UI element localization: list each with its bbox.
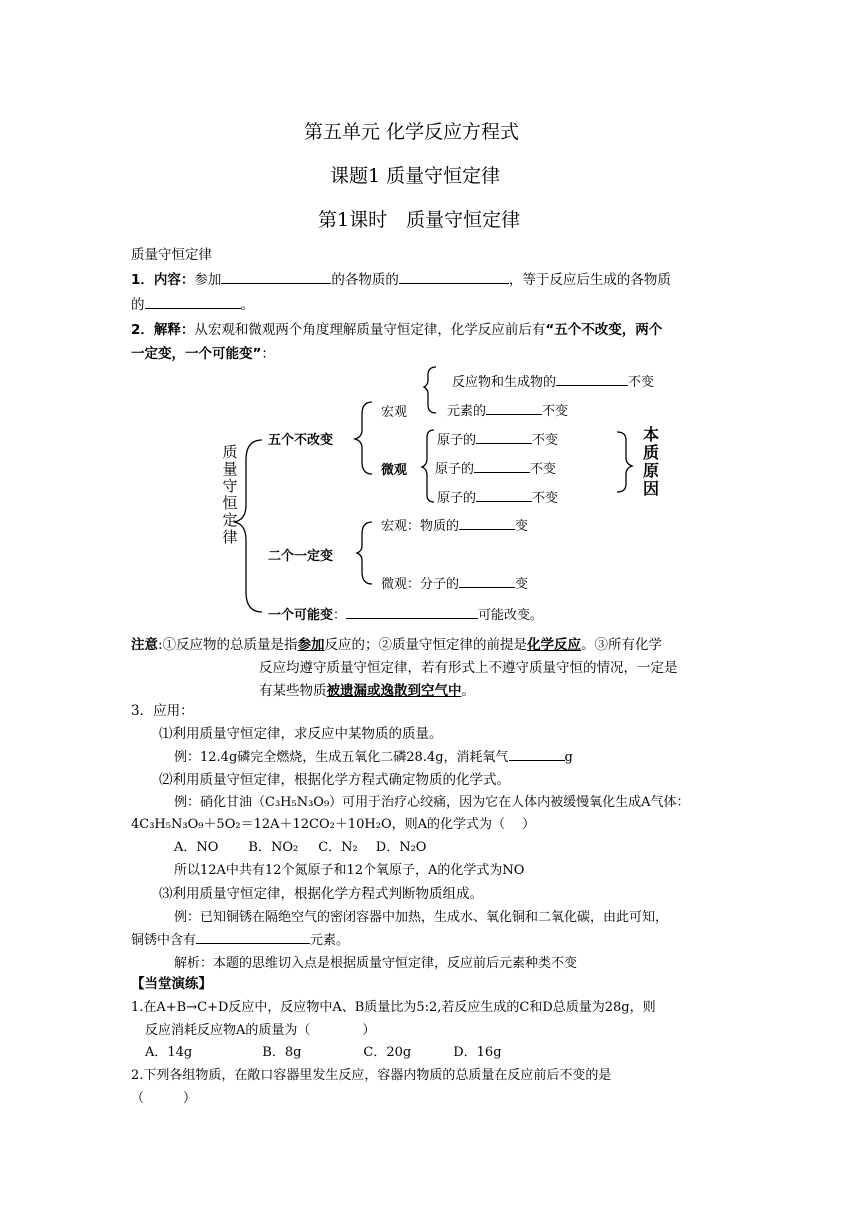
two-micro-text: 微观：分子的: [381, 577, 460, 592]
question-2: 2.下列各组物质，在敞口容器里发生反应，容器内物质的总质量在反应前后不变的是: [131, 1068, 612, 1083]
app-item-3: ⑶利用质量守恒定律，根据化学方程式判断物质组成。: [159, 886, 483, 902]
blank: [474, 458, 530, 473]
example-unit: g: [564, 750, 573, 765]
question-1: 1.在A+B→C+D反应中，反应物中A、B质量比为5:2,若反应生成的C和D总质量为28g，则: [131, 1000, 656, 1015]
content-p4: 的: [131, 297, 145, 313]
micro-item-text: 原子的: [437, 491, 477, 506]
option-d: D．N₂O: [375, 840, 427, 855]
one-possible: [268, 604, 543, 623]
option-d: D．16g: [453, 1045, 502, 1060]
content-p3: ，等于反应后生成的各物质: [508, 272, 671, 288]
changed-text: 变: [515, 577, 529, 592]
micro-item: [437, 429, 558, 448]
note-text: 有某些物质: [259, 683, 327, 699]
question-2b: （ ）: [131, 1091, 197, 1106]
note-line-3: [259, 679, 475, 699]
app-example-3b: [131, 929, 349, 948]
micro-item: [435, 458, 556, 477]
note-line: [131, 633, 662, 653]
macro-item: [447, 400, 568, 419]
example-text: 例：12.4g磷完全燃烧，生成五氧化二磷28.4g，消耗氧气: [174, 750, 509, 765]
lesson-title: 课题1 质量守恒定律: [330, 165, 501, 187]
blank: [509, 746, 565, 761]
micro-item-text: 原子的: [437, 433, 477, 448]
five-unchanged: 五个不改变: [268, 433, 334, 448]
macro-item: [452, 371, 654, 390]
question-1b: 反应消耗反应物A的质量为（ ）: [145, 1023, 376, 1038]
explain-bold-2: 一定变，一个可能变”: [131, 346, 262, 362]
app-answer: 所以12A中共有12个氮原子和12个氧原子，A的化学式为NO: [174, 863, 525, 878]
blank: [476, 429, 532, 444]
app-equation: 4C₃H₅N₃O₉＋5O₂＝12A＋12CO₂＋10H₂O，则A的化学式为（ ）: [131, 817, 536, 832]
one-possible-label: 一个可能变: [268, 608, 334, 623]
diagram-root: 质 量 守 恒 定 律: [222, 443, 238, 546]
one-tail: 可能改变。: [478, 608, 544, 623]
two-macro: [381, 515, 528, 534]
section-label: 质量守恒定律: [131, 247, 212, 263]
one-colon: ：: [333, 608, 347, 623]
note-colon: :: [158, 637, 163, 653]
app-analysis: 解析：本题的思维切入点是根据质量守恒定律，反应前后元素种类不变: [174, 956, 578, 971]
content-p1: 参加: [194, 272, 222, 288]
explain-num: 2．解释：: [131, 322, 195, 338]
explain-bold: “五个不改变，两个: [545, 322, 663, 338]
note-emphasis: 被遗漏或逸散到空气中: [326, 683, 462, 699]
unchanged-text: 不变: [530, 462, 557, 477]
blank: [556, 371, 628, 386]
period-title: 第1课时 质量守恒定律: [318, 209, 521, 231]
essence-reason: 本 质 原 因: [642, 425, 659, 498]
note-text: 。③所有化学: [581, 637, 663, 653]
option-b: B．8g: [262, 1045, 302, 1060]
app-item-1: ⑴利用质量守恒定律，求反应中某物质的质量。: [159, 726, 443, 742]
changed-text: 变: [515, 519, 529, 534]
note-text: ①反应物的总质量是指: [162, 637, 298, 653]
app-head: 3．应用：: [131, 703, 194, 719]
macro-label: 宏观: [381, 405, 408, 420]
practice-head: 【当堂演练】: [131, 976, 212, 992]
app-item-2: ⑵利用质量守恒定律，根据化学方程式确定物质的化学式。: [159, 772, 510, 788]
app-example-3: 例：已知铜锈在隔绝空气的密闭容器中加热，生成水、氧化铜和二氧化碳，由此可知，: [174, 910, 669, 925]
note-line-2: 反应均遵守质量守恒定律，若有形式上不遵守质量守恒的情况，一定是: [259, 660, 678, 676]
two-definite: 二个一定变: [268, 549, 334, 564]
blank: [476, 487, 532, 502]
macro-item-text: 反应物和生成物的: [452, 375, 557, 390]
unchanged-text: 不变: [542, 404, 569, 419]
note-emphasis: 参加: [297, 637, 325, 653]
content-num: 1．内容：: [131, 272, 195, 288]
macro-item-text: 元素的: [447, 404, 487, 419]
explain-text: 从宏观和微观两个角度理解质量守恒定律，化学反应前后有: [194, 322, 546, 338]
note-label: 注意: [131, 637, 158, 653]
blank: [346, 604, 478, 619]
example-text: 元素。: [310, 933, 350, 948]
option-a: A．NO: [174, 840, 219, 855]
option-c: C．N₂: [318, 840, 358, 855]
content-p2: 的各物质的: [331, 272, 399, 288]
unit-title: 第五单元 化学反应方程式: [304, 121, 520, 143]
blank: [486, 400, 542, 415]
option-c: C．20g: [363, 1045, 412, 1060]
app-example-1: [174, 746, 573, 765]
note-text: 。: [461, 683, 475, 699]
unchanged-text: 不变: [532, 491, 559, 506]
two-macro-text: 宏观：物质的: [381, 519, 460, 534]
app-options: [174, 836, 426, 855]
note-text: 反应的；②质量守恒定律的前提是: [324, 637, 528, 653]
blank: [196, 929, 310, 944]
unchanged-text: 不变: [628, 375, 655, 390]
blank: [459, 515, 515, 530]
two-micro: [381, 573, 528, 592]
option-a: A．14g: [145, 1045, 193, 1060]
explain-tail: ：: [261, 346, 275, 362]
unchanged-text: 不变: [532, 433, 559, 448]
note-emphasis: 化学反应: [527, 637, 582, 653]
option-b: B．NO₂: [248, 840, 299, 855]
micro-item-text: 原子的: [435, 462, 475, 477]
question-1-options: [145, 1041, 502, 1060]
micro-label: 微观: [381, 463, 408, 478]
micro-item: [437, 487, 558, 506]
app-example-2: 例：硝化甘油（C₃H₅N₃O₉）可用于治疗心绞痛，因为它在人体内被缓慢氧化生成A气体：: [174, 795, 690, 810]
content-p5: 。: [240, 297, 254, 313]
example-text: 铜锈中含有: [131, 933, 197, 948]
blank: [459, 573, 515, 588]
